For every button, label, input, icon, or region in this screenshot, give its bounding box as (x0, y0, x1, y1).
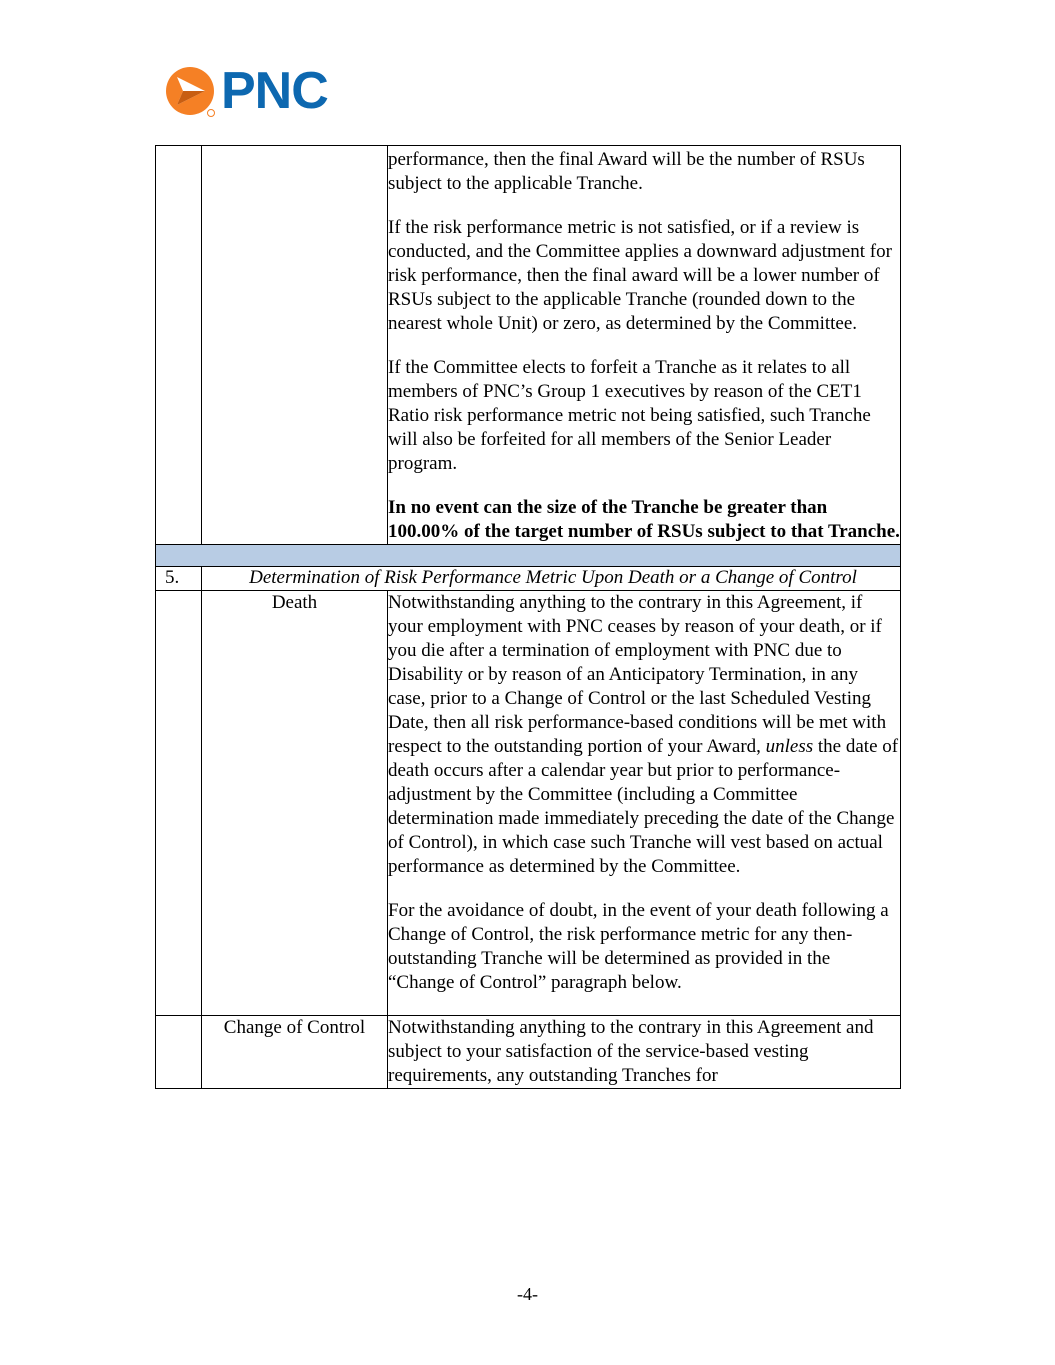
section-title: Determination of Risk Performance Metric Upon Death or a Change of Control (202, 567, 901, 591)
bold-paragraph: In no event can the size of the Tranche be greater than 100.00% of the target number of RSUs subject to that Tranche. (388, 497, 900, 542)
content-cell (388, 146, 901, 545)
row-label-death: Death (202, 591, 388, 1016)
pnc-logo (165, 62, 340, 120)
label-cell (202, 146, 388, 545)
number-cell (156, 146, 202, 545)
paragraph: If the Committee elects to forfeit a Tranche as it relates to all members of PNC’s Group 1 executives by reason of the CET1 Ratio risk performance metric not being satisfied, such Tranche will also be forfeited for all members of the Senior Leader program. (388, 357, 871, 474)
content-cell (388, 591, 901, 1016)
paragraph: Notwithstanding anything to the contrary in this Agreement and subject to your satisfaction of the service-based vesting requirements, any outstanding Tranches for (388, 1017, 874, 1086)
number-cell (156, 1016, 202, 1089)
paragraph: If the risk performance metric is not satisfied, or if a review is conducted, and the Committee applies a downward adjustment for risk performance, then the final award will be a lower number of RSUs subject to the applicable Tranche (rounded down to the nearest whole Unit) or zero, as determined by the Committee. (388, 217, 892, 334)
section-heading-row (156, 567, 901, 591)
emphasis: unless (765, 736, 814, 757)
table-row-change-of-control (156, 1016, 901, 1089)
paragraph: Notwithstanding anything to the contrary in this Agreement, if your employment with PNC ceases by reason of your death, or if you die after a termination of employment with PNC due to Disability or by reason of an Anticipatory Termination, in any case, prior to a Change of Control or the last Scheduled Vesting Date, then all risk performance-based conditions will be met with respect to the outstanding portion of your Award, unless the date of death occurs after a calendar year but prior to performance-adjustment by the Committee (including a Committee determination made immediately preceding the date of the Change of Control), in which case such Tranche will vest based on actual performance as determined by the Committee. (388, 592, 899, 877)
terms-table (155, 145, 901, 1089)
table-row-continued (156, 146, 901, 545)
page-number: -4- (517, 1284, 538, 1304)
section-spacer-row (156, 545, 901, 567)
paragraph: performance, then the final Award will be the number of RSUs subject to the applicable Tranche. (388, 149, 865, 194)
content-cell (388, 1016, 901, 1089)
table-row-death (156, 591, 901, 1016)
section-number: 5. (156, 567, 202, 591)
row-label-change-of-control: Change of Control (202, 1016, 388, 1089)
logo-wordmark: PNC (221, 62, 328, 120)
paragraph: For the avoidance of doubt, in the event of your death following a Change of Control, the risk performance metric for any then-outstanding Tranche will be determined as provided in the “Change of Control” paragraph below. (388, 900, 889, 993)
number-cell (156, 591, 202, 1016)
